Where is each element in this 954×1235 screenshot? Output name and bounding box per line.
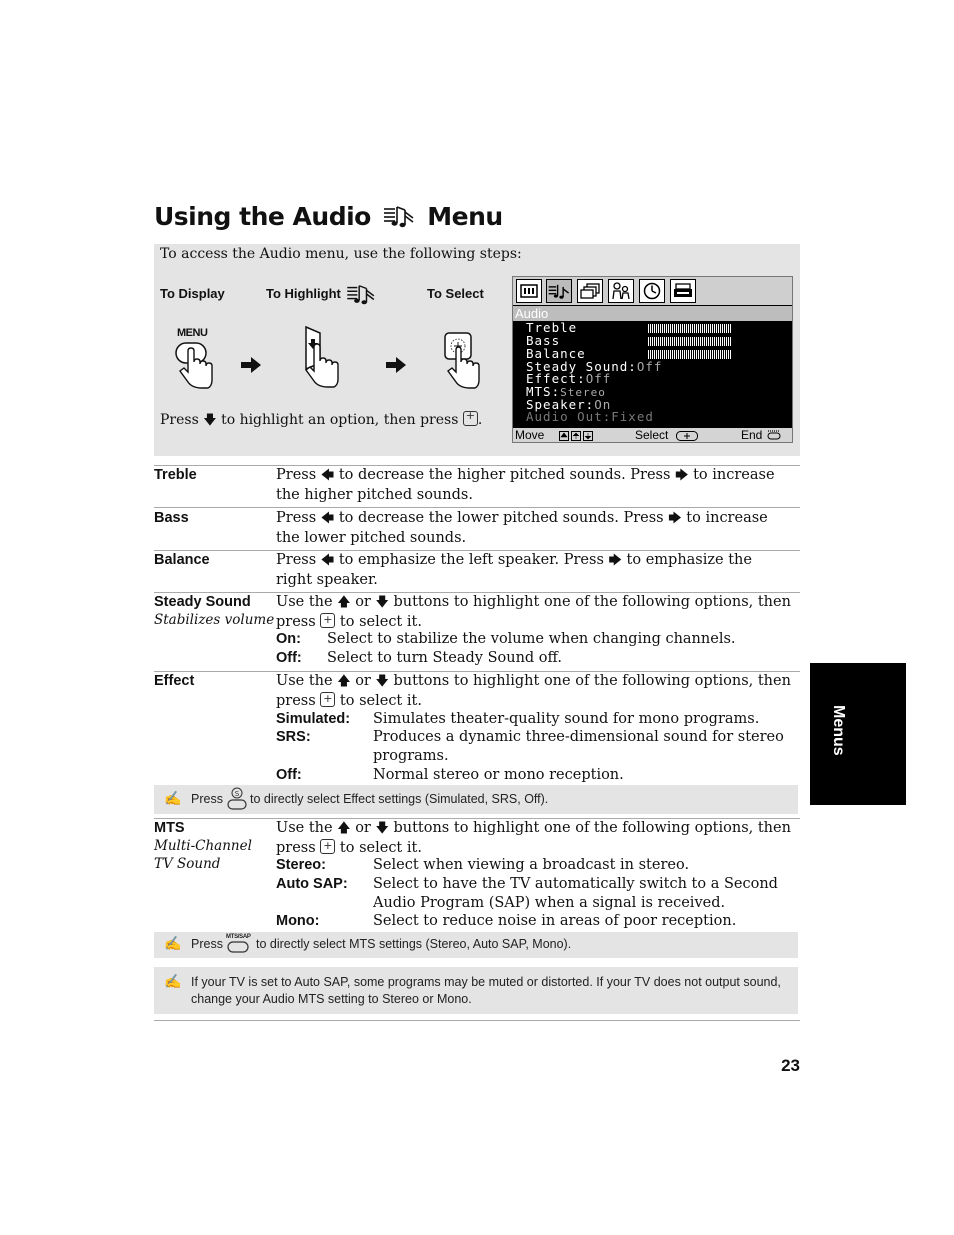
mts-description (276, 819, 792, 857)
page-number: 23 (781, 1056, 800, 1075)
page-title-prefix: Using the Audio (154, 202, 371, 231)
effect-option-srs-key: SRS: (276, 729, 311, 745)
audio-icon (546, 279, 572, 303)
mts-or: or (355, 820, 371, 836)
effect-option-simulated-value: Simulates theater-quality sound for mono programs. (373, 711, 760, 727)
osd-mts-value: Stereo (560, 386, 606, 399)
steady-option-on-key: On: (276, 631, 301, 647)
step-to-highlight: To Highlight (266, 286, 341, 301)
mts-option-autosap-key: Auto SAP: (276, 876, 348, 892)
steady-use-the: Use the (276, 594, 333, 610)
move-arrows-icon (559, 430, 593, 444)
bass-label: Bass (154, 510, 189, 526)
mts-sap-button-icon (227, 941, 249, 956)
right-arrow-icon: 🡆 (675, 468, 689, 483)
mts-sublabel-2: TV Sound (154, 856, 221, 872)
treble-label: Treble (154, 467, 197, 483)
osd-steady-sound-value: Off (636, 359, 663, 374)
step-to-select: To Select (427, 286, 484, 301)
osd-item-bass: Bass (526, 333, 561, 348)
steady-sound-sublabel: Stabilizes volume (154, 612, 275, 628)
balance-desc-3: to emphasize the right speaker. (276, 552, 752, 588)
up-arrow-icon: 🡅 (337, 674, 351, 689)
select-button-icon (320, 839, 335, 854)
osd-steady-sound-label: Steady Sound: (526, 359, 637, 374)
up-arrow-icon: 🡅 (337, 595, 351, 610)
left-arrow-icon: 🡄 (320, 468, 335, 483)
note-pencil-icon: ✍ (164, 973, 182, 989)
svg-text:S: S (234, 790, 240, 798)
osd-speaker-value: On (594, 397, 612, 412)
effect-buttons-text: buttons to highlight one of the following options, then press (276, 673, 791, 709)
treble-description (276, 466, 792, 504)
effect-button-icon (227, 787, 247, 814)
menu-button-hand-icon (170, 338, 220, 394)
steady-option-on-value: Select to stabilize the volume when changing channels. (327, 631, 736, 647)
select-button-icon (463, 411, 478, 426)
mts-option-stereo-key: Stereo: (276, 857, 326, 873)
osd-effect-label: Effect: (526, 371, 586, 386)
osd-footer-select: Select (635, 428, 669, 442)
down-arrow-icon: 🡇 (203, 413, 217, 428)
mts-option-mono-key: Mono: (276, 913, 320, 929)
timer-icon (639, 279, 665, 303)
steady-option-off-value: Select to turn Steady Sound off. (327, 650, 562, 666)
osd-mts-label: MTS: (526, 384, 561, 399)
steady-or: or (355, 594, 371, 610)
mts-sap-button-label: MTS/SAP (226, 934, 251, 940)
effect-note-text: to directly select Effect settings (Simulated, SRS, Off). (250, 792, 549, 806)
osd-section-title: Audio (515, 306, 549, 321)
effect-or: or (355, 673, 371, 689)
select-button-icon (320, 692, 335, 707)
steady-sound-description (276, 593, 792, 631)
treble-desc-2: to decrease the higher pitched sounds. Press (338, 467, 671, 483)
section-tab-label: Menus (830, 705, 847, 756)
osd-section-bar (513, 306, 792, 321)
right-arrow-icon: 🡆 (608, 553, 622, 568)
steps-intro: To access the Audio menu, use the following steps: (160, 246, 522, 262)
mts-label: MTS (154, 820, 185, 836)
mts-note-text: to directly select MTS settings (Stereo, Auto SAP, Mono). (256, 937, 572, 951)
menu-button-label: MENU (177, 327, 208, 339)
effect-option-off-value: Normal stereo or mono reception. (373, 767, 624, 783)
osd-bass-level-bar (648, 337, 732, 346)
osd-effect-value: Off (585, 371, 612, 386)
treble-desc-1: Press (276, 467, 317, 483)
left-arrow-icon: 🡄 (320, 553, 335, 568)
right-arrow-icon: 🡆 (668, 511, 682, 526)
menu-button-icon (767, 429, 781, 443)
arrow-right-icon (240, 356, 262, 378)
effect-option-simulated-key: Simulated: (276, 711, 351, 727)
steady-option-off-key: Off: (276, 650, 302, 666)
steady-buttons-text: buttons to highlight one of the following options, then press (276, 594, 791, 630)
osd-tab-bar (513, 277, 792, 305)
treble-desc-3: to increase the higher pitched sounds. (276, 467, 775, 503)
balance-desc-1: Press (276, 552, 317, 568)
down-arrow-icon: 🡇 (375, 821, 389, 836)
select-button-icon (320, 613, 335, 628)
effect-note-press: Press (191, 792, 223, 806)
effect-to-select: to select it. (339, 692, 422, 709)
balance-label: Balance (154, 552, 210, 568)
mts-use-the: Use the (276, 820, 333, 836)
note-pencil-icon: ✍ (164, 935, 182, 951)
osd-footer-move: Move (515, 428, 545, 442)
page-title (154, 202, 503, 234)
mts-note-press: Press (191, 937, 223, 951)
osd-item-audio-out: Audio Out:Fixed (526, 409, 654, 424)
audio-notes-icon (344, 283, 378, 309)
bass-description (276, 509, 792, 547)
osd-speaker-label: Speaker: (526, 397, 595, 412)
mts-option-stereo-value: Select when viewing a broadcast in stereo. (373, 857, 690, 873)
row-divider (154, 507, 800, 508)
steady-sound-label: Steady Sound (154, 594, 251, 610)
arrow-button-hand-icon (300, 325, 346, 393)
audio-menu-screen (512, 276, 793, 443)
mts-to-select: to select it. (339, 839, 422, 856)
audio-notes-icon (383, 204, 415, 234)
osd-footer-end: End (741, 428, 763, 442)
instruction-press: Press (160, 412, 199, 428)
steps-instruction (160, 411, 482, 433)
osd-item-treble: Treble (526, 320, 578, 335)
arrow-right-icon (385, 356, 407, 378)
effect-use-the: Use the (276, 673, 333, 689)
effect-note (154, 785, 798, 814)
mts-note (154, 932, 798, 958)
balance-desc-2: to emphasize the left speaker. Press (338, 552, 604, 568)
mts-option-autosap-value: Select to have the TV automatically switch to a Second Audio Program (SAP) when a signal is received. (373, 876, 778, 911)
mts-sublabel-1: Multi-Channel (154, 838, 252, 854)
auto-sap-note (154, 967, 798, 1014)
left-arrow-icon: 🡄 (320, 511, 335, 526)
select-button-hand-icon (440, 330, 486, 394)
balance-description (276, 551, 792, 589)
osd-footer (513, 428, 792, 442)
parent-icon (608, 279, 634, 303)
select-button-icon (676, 430, 698, 444)
instruction-middle: to highlight an option, then press (221, 412, 459, 428)
down-arrow-icon: 🡇 (375, 595, 389, 610)
page-title-suffix: Menu (427, 202, 503, 231)
row-divider (154, 1020, 800, 1021)
bass-desc-2: to decrease the lower pitched sounds. Press (338, 510, 664, 526)
setup-icon (670, 279, 696, 303)
bass-desc-3: to increase the lower pitched sounds. (276, 510, 768, 546)
effect-label: Effect (154, 673, 195, 689)
instruction-end: . (477, 412, 483, 428)
osd-item-balance: Balance (526, 346, 586, 361)
effect-description (276, 672, 792, 710)
osd-balance-level-bar (648, 350, 732, 359)
effect-option-srs-value: Produces a dynamic three-dimensional sound for stereo programs. (373, 729, 784, 764)
effect-option-off-key: Off: (276, 767, 302, 783)
steady-to-select: to select it. (339, 613, 422, 630)
bass-desc-1: Press (276, 510, 317, 526)
channel-icon (577, 279, 603, 303)
step-to-display: To Display (160, 286, 225, 301)
picture-icon (516, 279, 542, 303)
down-arrow-icon: 🡇 (375, 674, 389, 689)
mts-option-mono-value: Select to reduce noise in areas of poor reception. (373, 913, 737, 929)
auto-sap-note-text: If your TV is set to Auto SAP, some programs may be muted or distorted. If your TV does not output sound, change your Audio MTS setting to Stereo or Mono. (191, 975, 781, 1006)
osd-treble-level-bar (648, 324, 732, 333)
note-pencil-icon: ✍ (164, 790, 182, 806)
mts-buttons-text: buttons to highlight one of the following options, then press (276, 820, 791, 856)
up-arrow-icon: 🡅 (337, 821, 351, 836)
